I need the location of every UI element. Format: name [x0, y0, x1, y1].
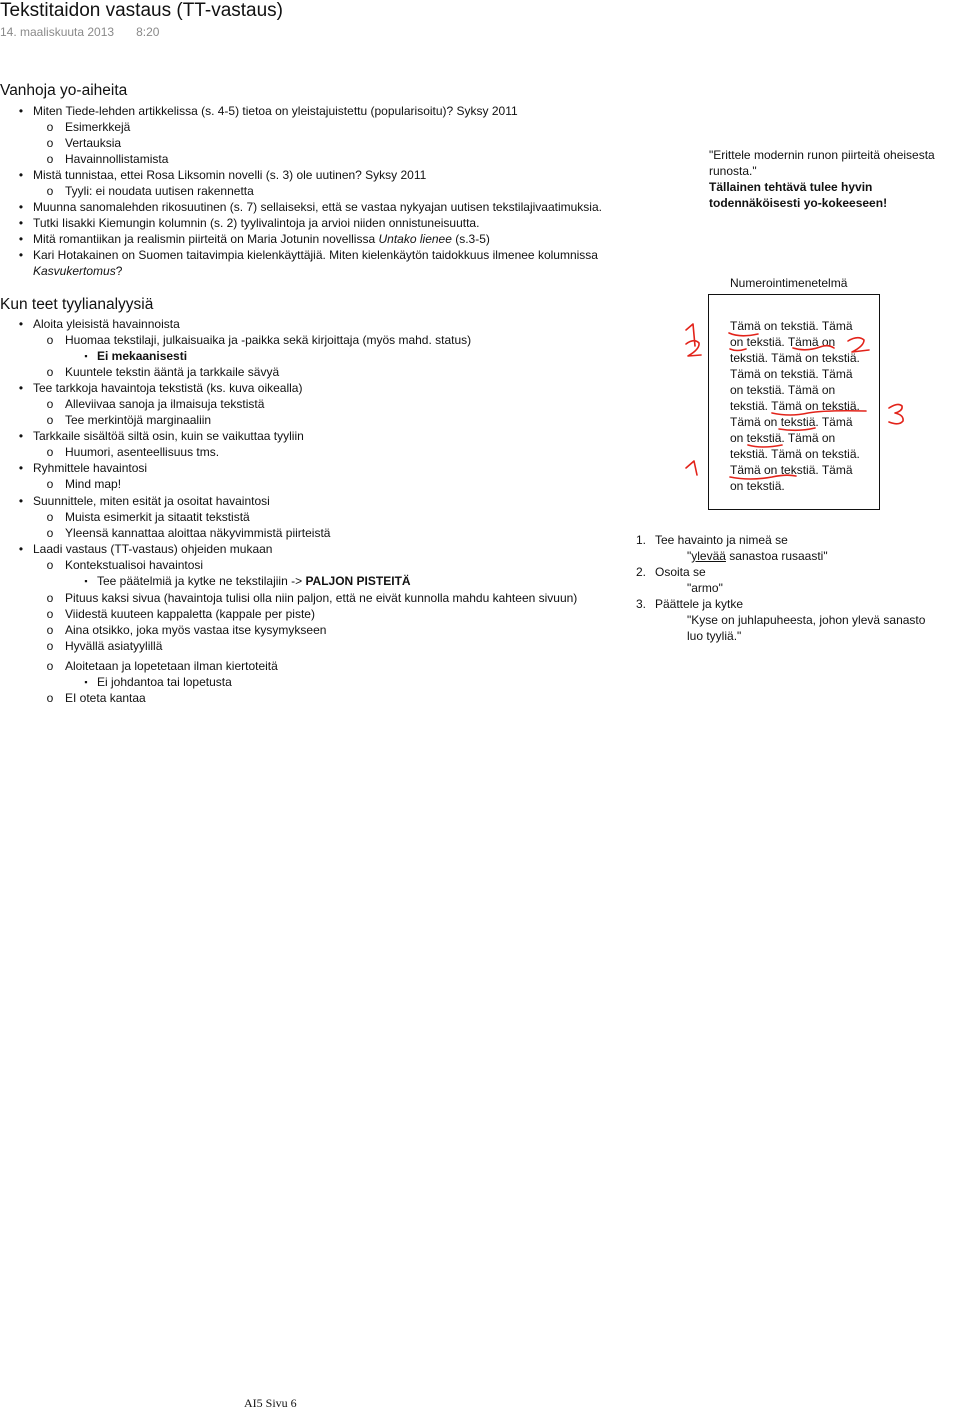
- square-bullet-icon: ▪: [84, 576, 88, 586]
- page-time: 8:20: [136, 25, 160, 39]
- red-underline: [772, 411, 866, 415]
- circle-bullet-icon: o: [46, 591, 54, 605]
- step-example: "armo": [687, 581, 723, 595]
- red-underline: [730, 475, 796, 479]
- page-title: Tekstitaidon vastaus (TT-vastaus): [0, 0, 283, 21]
- emphasis-text: PALJON PISTEITÄ: [305, 574, 411, 588]
- example-line: Tämä on tekstiä. Tämä: [730, 415, 853, 429]
- example-line: Tämä on tekstiä. Tämä: [730, 463, 853, 477]
- handwritten-number-2: [848, 338, 869, 352]
- underlined-word: ylevää: [691, 549, 726, 563]
- bullet-icon: •: [18, 248, 24, 262]
- bullet-icon: •: [18, 232, 24, 246]
- section-heading-old-exam-topics: Vanhoja yo-aiheita: [0, 82, 128, 99]
- page-footer: AI5 Sivu 6: [244, 1396, 297, 1410]
- bullet-icon: •: [18, 317, 24, 331]
- example-line: tekstiä. Tämä on tekstiä.: [730, 351, 860, 365]
- page-date: 14. maaliskuuta 2013: [0, 25, 115, 39]
- circle-bullet-icon: o: [46, 333, 54, 347]
- example-line: Tämä on tekstiä. Tämä: [730, 367, 853, 381]
- circle-bullet-icon: o: [46, 136, 54, 150]
- red-underline: [730, 349, 746, 351]
- red-underline: [729, 333, 758, 336]
- step-example: "ylevää sanastoa rusaasti": [687, 549, 828, 563]
- circle-bullet-icon: o: [46, 558, 54, 572]
- square-bullet-icon: ▪: [84, 351, 88, 361]
- step-item: [636, 596, 744, 612]
- circle-bullet-icon: o: [46, 691, 54, 705]
- circle-bullet-icon: o: [46, 607, 54, 621]
- example-line: on tekstiä. Tämä on: [730, 383, 836, 397]
- bullet-icon: •: [18, 381, 24, 395]
- step-example: luo tyyliä.": [687, 629, 742, 643]
- example-line: tekstiä. Tämä on tekstiä.: [730, 399, 860, 413]
- quote-text: "Erittele modernin runon piirteitä oheisesta runosta.": [709, 148, 935, 178]
- bullet-icon: •: [18, 461, 24, 475]
- red-underline: [793, 346, 834, 350]
- circle-bullet-icon: o: [46, 397, 54, 411]
- circle-bullet-icon: o: [46, 184, 54, 198]
- step-item: [636, 564, 706, 580]
- section-heading-style-analysis: Kun teet tyylianalyysiä: [0, 296, 154, 313]
- bullet-icon: •: [18, 104, 24, 118]
- red-underline: [748, 445, 782, 447]
- step-item: [636, 532, 788, 548]
- circle-bullet-icon: o: [46, 526, 54, 540]
- circle-bullet-icon: o: [46, 445, 54, 459]
- work-title: Untako lienee: [378, 232, 452, 246]
- step-text: Päättele ja kytke: [655, 597, 744, 611]
- bullet-icon: •: [18, 200, 24, 214]
- circle-bullet-icon: o: [46, 659, 54, 673]
- quote-emphasis: Tällainen tehtävä tulee hyvin todennäköisesti yo-kokeeseen!: [709, 180, 888, 210]
- handwritten-number-2: [686, 341, 701, 356]
- bullet-icon: •: [18, 216, 24, 230]
- circle-bullet-icon: o: [46, 152, 54, 166]
- circle-bullet-icon: o: [46, 623, 54, 637]
- circle-bullet-icon: o: [46, 477, 54, 491]
- circle-bullet-icon: o: [46, 120, 54, 134]
- step-text: Tee havainto ja nimeä se: [655, 533, 788, 547]
- bullet-icon: •: [18, 542, 24, 556]
- bullet-icon: •: [18, 429, 24, 443]
- circle-bullet-icon: o: [46, 639, 54, 653]
- handwritten-number-3: [889, 404, 903, 423]
- step-text: Osoita se: [655, 565, 706, 579]
- step-number: 2.: [636, 565, 647, 579]
- square-bullet-icon: ▪: [84, 677, 88, 687]
- example-line: on tekstiä.: [730, 479, 785, 493]
- step-example: "Kyse on juhlapuheesta, johon ylevä sanasto: [687, 613, 926, 627]
- example-line: on tekstiä. Tämä on: [730, 335, 836, 349]
- circle-bullet-icon: o: [46, 413, 54, 427]
- bullet-icon: •: [18, 168, 24, 182]
- step-number: 3.: [636, 597, 647, 611]
- example-line: on tekstiä. Tämä on: [730, 431, 836, 445]
- example-line: Tämä on tekstiä. Tämä: [730, 319, 853, 333]
- numbering-method-caption: Numerointimenetelmä: [730, 276, 848, 290]
- handwritten-number-1: [686, 461, 697, 475]
- work-title: Kasvukertomus: [33, 264, 116, 278]
- circle-bullet-icon: o: [46, 365, 54, 379]
- step-number: 1.: [636, 533, 647, 547]
- circle-bullet-icon: o: [46, 510, 54, 524]
- red-underline: [779, 428, 815, 430]
- bullet-icon: •: [18, 494, 24, 508]
- example-line: tekstiä. Tämä on tekstiä.: [730, 447, 860, 461]
